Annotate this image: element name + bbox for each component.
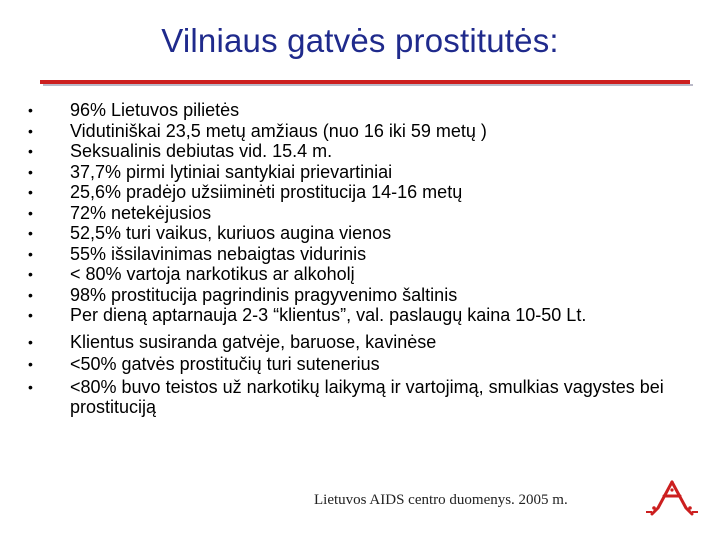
title-underline [40,80,690,84]
bullet-item [28,244,688,265]
bullet-dot: • [28,266,33,282]
bullet-item [28,305,688,326]
bullet-dot: • [28,307,33,323]
bullet-item [28,264,688,285]
bullet-text: < 80% vartoja narkotikus ar alkoholį [70,264,355,284]
bullet-text: <80% buvo teistos už narkotikų laikymą ir vartojimą, smulkias vagystes bei prostituciją [70,376,664,417]
bullet-text: 96% Lietuvos pilietės [70,100,240,120]
bullet-item [28,332,688,353]
bullet-text: Per dieną aptarnauja 2-3 “klientus”, val. paslaugų kaina 10-50 Lt. [70,305,587,325]
bullet-item [28,377,688,418]
bullet-dot: • [28,102,33,118]
bullet-item [28,223,688,244]
bullet-text: Seksualinis debiutas vid. 15.4 m. [70,141,333,161]
bullet-list [28,100,688,418]
bullet-item [28,121,688,142]
bullet-item [28,162,688,183]
bullet-dot: • [28,286,33,303]
bullet-dot: • [28,163,33,180]
bullet-dot: • [28,143,33,159]
bullet-item [28,141,688,162]
bullet-dot: • [28,122,33,139]
source-note: Lietuvos AIDS centro duomenys. 2005 m. [314,492,568,508]
bullet-text: 37,7% pirmi lytiniai santykiai prievartiniai [70,161,393,182]
bullet-dot: • [28,378,33,395]
bullet-item [28,354,688,375]
bullet-text: Vidutiniškai 23,5 metų amžiaus (nuo 16 iki 59 metų ) [70,120,487,141]
bullet-item [28,285,688,306]
bullet-dot: • [28,356,33,372]
bullet-text: 52,5% turi vaikus, kuriuos augina vienos [70,223,392,243]
bullet-item [28,182,688,203]
bullet-dot: • [28,245,33,262]
bullet-dot: • [28,333,33,350]
bullet-item [28,100,688,121]
bullet-text: 98% prostitucija pagrindinis pragyvenimo šaltinis [70,284,458,305]
bullet-text: 25,6% pradėjo užsiiminėti prostitucija 14-16 metų [70,182,463,202]
title-rule-shadow [43,84,693,86]
bullet-text: Klientus susiranda gatvėje, baruose, kavinėse [70,331,437,352]
bullet-dot: • [28,184,33,200]
slide-title: Vilniaus gatvės prostitutės: [161,22,559,59]
bullet-item [28,203,688,224]
bullet-dot: • [28,225,33,241]
bullet-text: 72% netekėjusios [70,202,212,223]
bullet-dot: • [28,204,33,221]
red-ribbon-logo-icon [644,478,700,516]
bullet-text: <50% gatvės prostitučių turi sutenerius [70,354,380,374]
bullet-text: 55% išsilavinimas nebaigtas vidurinis [70,243,367,264]
